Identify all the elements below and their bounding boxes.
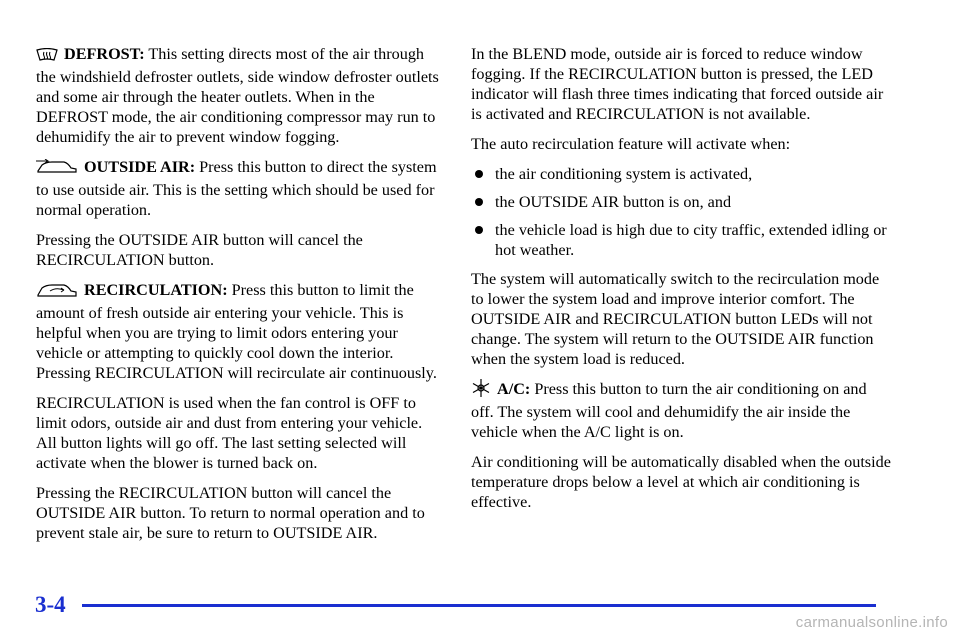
auto-intro: The auto recirculation feature will activate when: <box>471 135 791 153</box>
outside-air-paragraph <box>36 157 444 220</box>
recirculation-text: Press this button to limit the amount of fresh outside air entering your vehicle. This is helpful when you are trying to limit odors entering your vehicle or attempting to quickly cool down the interior. Pressing RECIRCULATION will recirculate air continuously. <box>36 281 437 382</box>
ac-label: A/C: <box>497 380 531 398</box>
bullet-list <box>471 164 891 260</box>
page-number: 3-4 <box>35 592 66 617</box>
ac-disabled-paragraph: Air conditioning will be automatically disabled when the outside temperature drops below a level at which air conditioning is effective. <box>471 453 891 511</box>
outside-air-text: Press this button to direct the system to use outside air. This is the setting which should be used for normal operation. <box>36 158 437 219</box>
left-column <box>36 44 444 553</box>
bullet-icon <box>475 226 483 234</box>
auto-switch-paragraph: The system will automatically switch to the recirculation mode to lower the system load and improve interior comfort. The OUTSIDE AIR and RECIRCULATION button LEDs will not change. The system will return to the OUTSIDE AIR function when the system load is reduced. <box>471 270 880 368</box>
defrost-icon <box>36 47 58 67</box>
outside-air-note: Pressing the OUTSIDE AIR button will cancel the RECIRCULATION button. <box>36 231 363 269</box>
list-item: the OUTSIDE AIR button is on, and <box>471 192 891 212</box>
bullet-icon <box>475 198 483 206</box>
defrost-text: This setting directs most of the air through the windshield defroster outlets, side window defroster outlets and some air through the heater outlets. When in the DEFROST mode, the air conditioning compressor may run to dehumidify the air to prevent window fogging. <box>36 45 439 146</box>
recirculation-label: RECIRCULATION: <box>84 281 228 299</box>
snowflake-icon <box>471 379 491 402</box>
list-item: the vehicle load is high due to city traffic, extended idling or hot weather. <box>471 220 891 260</box>
recirculation-paragraph <box>36 280 444 383</box>
outside-air-label: OUTSIDE AIR: <box>84 158 196 176</box>
blend-paragraph: In the BLEND mode, outside air is forced to reduce window fogging. If the RECIRCULATION button is pressed, the LED indicator will flash three times indicating that forced outside air is activated and RECIRCULATION is not available. <box>471 45 884 123</box>
list-item: the air conditioning system is activated, <box>471 164 891 184</box>
recirc-off-paragraph: RECIRCULATION is used when the fan control is OFF to limit odors, outside air and dust from entering your vehicle. All button lights will go off. The last setting selected will activate when the blower is turned back on. <box>36 394 423 472</box>
recirc-cancel-paragraph: Pressing the RECIRCULATION button will cancel the OUTSIDE AIR button. To return to normal operation and to prevent stale air, be sure to return to OUTSIDE AIR. <box>36 484 425 542</box>
defrost-paragraph <box>36 44 444 147</box>
bullet-icon <box>475 170 483 178</box>
defrost-label: DEFROST: <box>64 45 145 63</box>
ac-paragraph <box>471 379 891 442</box>
right-column <box>471 44 891 522</box>
recirculation-icon <box>36 282 78 303</box>
outside-air-icon <box>36 159 78 180</box>
ac-text: Press this button to turn the air conditioning on and off. The system will cool and dehumidify the air inside the vehicle when the A/C light is on. <box>471 380 867 441</box>
watermark: carmanualsonline.info <box>795 614 948 631</box>
footer-divider <box>82 604 876 607</box>
